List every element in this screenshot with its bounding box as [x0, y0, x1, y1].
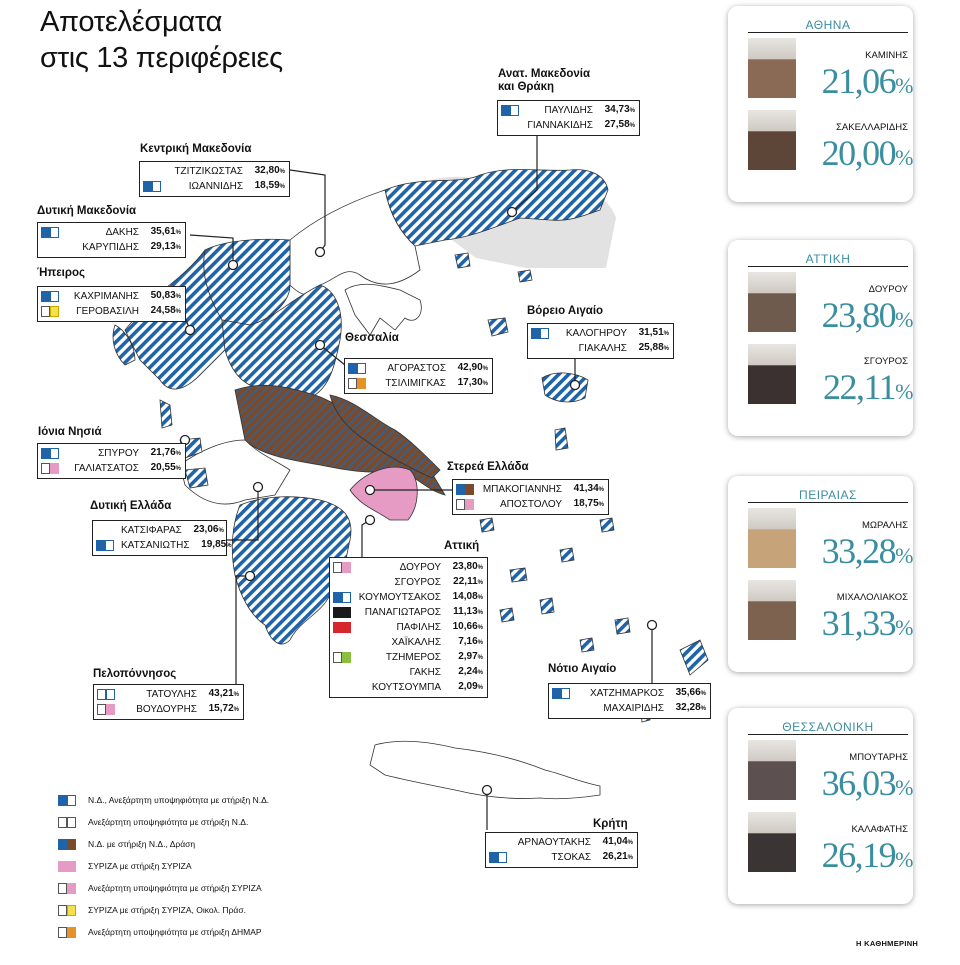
candidate-name: ΤΖΗΜΕΡΟΣ [385, 651, 441, 663]
party-icon-syriza_ind [333, 562, 353, 573]
city-candidate-percent: 36,03% [821, 763, 912, 803]
party-icon-none [552, 703, 572, 714]
candidate-percent: 23,80% [452, 561, 483, 572]
region-ion-2 [160, 400, 172, 428]
candidate-percent: 19,85% [201, 539, 232, 550]
party-icon-syriza_ind [41, 463, 61, 474]
city-candidate-name: ΔΟΥΡΟΥ [868, 284, 908, 295]
city-title: ΘΕΣΣΑΛΟΝΙΚΗ [782, 720, 874, 734]
candidate-row [41, 304, 181, 319]
marker-thes [316, 341, 325, 350]
legend-item [58, 833, 269, 855]
region-name-amth [498, 68, 590, 94]
candidate-percent: 24,58% [150, 305, 181, 316]
city-candidate-percent: 31,33% [821, 603, 912, 643]
candidate-name: ΤΣΟΚΑΣ [551, 851, 591, 863]
party-icon-nd [41, 448, 61, 459]
candidate-name: ΑΓΟΡΑΣΤΟΣ [387, 362, 446, 374]
results-ion [37, 443, 186, 479]
party-icon-nd_ind [97, 689, 117, 700]
candidate-name: ΓΑΛΙΑΤΣΑΤΟΣ [74, 462, 139, 474]
city-candidate-name: ΣΓΟΥΡΟΣ [863, 356, 908, 367]
results-krit [485, 832, 638, 868]
results-pel [93, 684, 244, 720]
candidate-row [97, 702, 239, 717]
candidate-name: ΔΟΥΡΟΥ [399, 561, 441, 573]
candidate-percent: 31,51% [638, 327, 669, 338]
candidate-name: ΑΡΝΑΟΥΤΑΚΗΣ [517, 836, 591, 848]
city-candidate-name: ΜΙΧΑΛΟΛΙΑΚΟΣ [836, 592, 908, 603]
candidate-row [333, 680, 483, 695]
candidate-photo [748, 580, 796, 640]
legend-item [58, 877, 269, 899]
candidate-row [552, 686, 706, 701]
region-naig-1 [480, 518, 494, 532]
region-samothraki [518, 270, 532, 282]
city-title: ΠΕΙΡΑΙΑΣ [799, 488, 857, 502]
party-icon-nd [501, 105, 521, 116]
candidate-row [333, 590, 483, 605]
legend-label: Ανεξάρτητη υποψηφιότητα με στήριξη ΣΥΡΙΖΑ [88, 883, 262, 893]
candidate-percent: 23,06% [193, 524, 224, 535]
candidate-row [348, 361, 488, 376]
candidate-row [333, 665, 483, 680]
party-icon-none [96, 525, 116, 536]
region-att [350, 467, 417, 520]
region-name-amth-line1: Ανατ. Μακεδονία [498, 68, 591, 80]
candidate-percent: 32,28% [675, 702, 706, 713]
region-name-kmak: Κεντρική Μακεδονία [140, 143, 252, 155]
candidate-row [348, 376, 488, 391]
candidate-percent: 20,55% [150, 462, 181, 473]
candidate-percent: 17,30% [457, 377, 488, 388]
city-candidate-percent: 26,19% [821, 835, 912, 875]
legend-item [58, 921, 269, 943]
party-icon-syriza_ind [456, 499, 476, 510]
region-thasos [455, 253, 470, 268]
candidate-name: ΚΑΧΡΙΜΑΝΗΣ [73, 290, 139, 302]
marker-vaig [571, 381, 580, 390]
party-icon-dimar [348, 378, 368, 389]
city-candidate-name: ΜΩΡΑΛΗΣ [861, 520, 908, 531]
party-icon-nd [531, 328, 551, 339]
candidate-percent: 34,73% [604, 104, 635, 115]
marker-ipir [186, 326, 195, 335]
candidate-name: ΔΑΚΗΣ [105, 226, 139, 238]
candidate-name: ΜΑΧΑΙΡΙΔΗΣ [603, 702, 664, 714]
results-dell [92, 520, 232, 556]
city-candidate-percent: 23,80% [821, 295, 912, 335]
candidate-percent: 50,83% [150, 290, 181, 301]
results-thes [344, 358, 493, 394]
region-naig-7 [615, 618, 630, 634]
region-vaig-limnos [488, 318, 508, 336]
party-icon-syriza_oik [41, 306, 61, 317]
legend [58, 789, 269, 943]
party-icon-none [143, 166, 163, 177]
candidate-percent: 21,76% [150, 447, 181, 458]
city-candidate-name: ΚΑΜΙΝΗΣ [865, 50, 908, 61]
candidate-row [552, 701, 706, 716]
city-candidate-name: ΜΠΟΥΤΑΡΗΣ [849, 752, 908, 763]
legend-label: Ανεξάρτητη υποψηφιότητα με στήριξη Ν.Δ. [88, 817, 249, 827]
region-name-amth-line2: και Θράκη [498, 81, 555, 93]
marker-dmak [229, 261, 238, 270]
candidate-name: ΓΙΑΚΑΛΗΣ [578, 342, 627, 354]
party-icon-red [333, 622, 353, 633]
legend-item [58, 899, 269, 921]
candidate-name: ΚΑΡΥΠΙΔΗΣ [82, 241, 139, 253]
candidate-row [333, 605, 483, 620]
party-icon-none [501, 120, 521, 131]
city-title: ΑΤΤΙΚΗ [805, 252, 851, 266]
candidate-row [531, 341, 669, 356]
region-naig-rhodes [680, 640, 708, 675]
candidate-percent: 27,58% [604, 119, 635, 130]
marker-dell [254, 483, 263, 492]
legend-item [58, 789, 269, 811]
candidate-row [333, 635, 483, 650]
leader-att [362, 520, 370, 560]
candidate-percent: 41,04% [602, 836, 633, 847]
region-naig-5 [560, 548, 574, 562]
candidate-name: ΚΑΤΣΙΦΑΡΑΣ [121, 524, 182, 536]
candidate-name: ΠΑΝΑΓΙΩΤΑΡΟΣ [364, 606, 441, 618]
party-icon-none [333, 667, 353, 678]
party-icon-none [531, 343, 551, 354]
candidate-name: ΓΙΑΝΝΑΚΙΔΗΣ [527, 119, 593, 131]
candidate-photo [748, 740, 796, 800]
candidate-row [41, 289, 181, 304]
candidate-percent: 18,75% [573, 498, 604, 509]
title-line-2: στις 13 περιφέρειες [40, 42, 283, 74]
candidate-percent: 43,21% [208, 688, 239, 699]
party-icon-black [333, 607, 353, 618]
city-candidate-percent: 20,00% [821, 133, 912, 173]
candidate-percent: 35,61% [150, 226, 181, 237]
candidate-percent: 15,72% [208, 703, 239, 714]
candidate-name: ΠΑΦΙΛΗΣ [396, 621, 441, 633]
legend-label: Ανεξάρτητη υποψηφιότητα με στήριξη ΔΗΜΑΡ [88, 927, 262, 937]
candidate-percent: 25,88% [638, 342, 669, 353]
candidate-photo [748, 508, 796, 568]
region-vaig-chios [555, 428, 568, 450]
party-icon-nd [333, 592, 353, 603]
candidate-photo [748, 812, 796, 872]
candidate-name: ΑΠΟΣΤΟΛΟΥ [500, 498, 562, 510]
candidate-name: ΒΟΥΔΟΥΡΗΣ [136, 703, 197, 715]
title-line-1: Αποτελέσματα [40, 6, 223, 38]
marker-pel [246, 572, 255, 581]
region-name-vaig: Βόρειο Αιγαίο [527, 305, 604, 317]
party-icon-nd [41, 291, 61, 302]
party-icon-dimar [58, 927, 78, 938]
party-icon-nd_drasi [58, 839, 78, 850]
candidate-percent: 2,24% [458, 666, 483, 677]
party-icon-syriza_ind [58, 883, 78, 894]
city-candidate-percent: 33,28% [821, 531, 912, 571]
region-name-dell: Δυτική Ελλάδα [90, 500, 172, 512]
city-card-attiki [728, 240, 913, 436]
results-stel [452, 479, 609, 515]
results-vaig [527, 323, 674, 359]
candidate-percent: 18,59% [254, 180, 285, 191]
city-card-athina [728, 6, 913, 202]
candidate-percent: 41,34% [573, 483, 604, 494]
region-name-att: Αττική [444, 540, 480, 552]
candidate-row [531, 326, 669, 341]
candidate-photo [748, 344, 796, 404]
candidate-photo [748, 272, 796, 332]
party-icon-none [333, 682, 353, 693]
candidate-percent: 10,66% [452, 621, 483, 632]
party-icon-nd [96, 540, 116, 551]
legend-label: ΣΥΡΙΖΑ με στήριξη ΣΥΡΙΖΑ, Οικολ. Πράσ. [88, 905, 246, 915]
marker-naig [648, 621, 657, 630]
candidate-photo [748, 110, 796, 170]
candidate-row [143, 179, 285, 194]
results-naig [548, 683, 711, 719]
party-icon-none [333, 577, 353, 588]
candidate-name: ΚΑΛΟΓΗΡΟΥ [565, 327, 627, 339]
candidate-row [501, 103, 635, 118]
city-title-rule [748, 32, 908, 33]
candidate-name: ΠΑΥΛΙΔΗΣ [544, 104, 593, 116]
city-title-rule [748, 734, 908, 735]
party-icon-nd [552, 688, 572, 699]
region-name-stel: Στερεά Ελλάδα [447, 461, 529, 473]
party-icon-syriza [58, 861, 78, 872]
candidate-percent: 2,09% [458, 681, 483, 692]
city-card-thessaloniki [728, 708, 913, 904]
legend-label: Ν.Δ. με στήριξη Ν.Δ., Δράση [88, 839, 196, 849]
results-att [329, 557, 488, 698]
city-title: ΑΘΗΝΑ [805, 18, 851, 32]
candidate-name: ΤΣΙΛΙΜΙΓΚΑΣ [385, 377, 446, 389]
candidate-row [333, 560, 483, 575]
party-icon-syriza_ind [97, 704, 117, 715]
region-name-ion: Ιόνια Νησιά [38, 426, 102, 438]
candidate-percent: 35,66% [675, 687, 706, 698]
candidate-row [456, 497, 604, 512]
candidate-row [41, 225, 181, 240]
marker-att [366, 516, 375, 525]
candidate-name: ΤΑΤΟΥΛΗΣ [146, 688, 197, 700]
candidate-name: ΜΠΑΚΟΓΙΑΝΝΗΣ [482, 483, 562, 495]
candidate-percent: 14,08% [452, 591, 483, 602]
candidate-percent: 22,11% [453, 576, 483, 587]
city-title-rule [748, 502, 908, 503]
party-icon-none [41, 242, 61, 253]
party-icon-nd [58, 795, 78, 806]
region-naig-2 [510, 568, 527, 582]
candidate-percent: 32,80% [254, 165, 285, 176]
candidate-percent: 7,16% [458, 636, 483, 647]
candidate-name: ΣΠΥΡΟΥ [98, 447, 139, 459]
legend-item [58, 811, 269, 833]
region-name-pel: Πελοπόννησος [93, 668, 177, 680]
candidate-row [41, 461, 181, 476]
candidate-row [143, 164, 285, 179]
candidate-row [501, 118, 635, 133]
candidate-row [333, 620, 483, 635]
candidate-percent: 2,97% [458, 651, 483, 662]
region-name-thes: Θεσσαλία [345, 332, 399, 344]
candidate-percent: 29,13% [150, 241, 181, 252]
candidate-name: ΤΖΙΤΖΙΚΩΣΤΑΣ [174, 165, 243, 177]
party-icon-green [333, 652, 353, 663]
region-name-naig: Νότιο Αιγαίο [548, 663, 617, 675]
candidate-row [96, 523, 222, 538]
party-icon-nd [143, 181, 163, 192]
candidate-name: ΚΟΥΜΟΥΤΣΑΚΟΣ [358, 591, 441, 603]
city-candidate-name: ΣΑΚΕΛΛΑΡΙΔΗΣ [836, 122, 908, 133]
party-icon-none [489, 837, 509, 848]
candidate-name: ΚΑΤΣΑΝΙΩΤΗΣ [121, 539, 190, 551]
region-name-ipir: Ήπειρος [37, 267, 85, 279]
legend-label: ΣΥΡΙΖΑ με στήριξη ΣΥΡΙΖΑ [88, 861, 192, 871]
candidate-row [489, 850, 633, 865]
region-naig-6 [600, 518, 614, 532]
candidate-row [96, 538, 232, 553]
region-naig-8 [580, 638, 594, 652]
candidate-row [333, 650, 483, 665]
source-credit: Η ΚΑΘΗΜΕΡΙΝΗ [856, 939, 919, 948]
results-ipir [37, 286, 186, 322]
city-candidate-percent: 22,11% [823, 367, 912, 407]
marker-krit [483, 786, 492, 795]
region-name-krit: Κρήτη [593, 818, 628, 830]
results-dmak [37, 222, 186, 258]
candidate-percent: 26,21% [602, 851, 633, 862]
candidate-name: ΣΓΟΥΡΟΣ [394, 576, 441, 588]
candidate-name: ΓΑΚΗΣ [409, 666, 441, 678]
region-vaig-lesvos [542, 373, 588, 402]
candidate-name: ΙΩΑΝΝΙΔΗΣ [188, 180, 243, 192]
candidate-percent: 42,90% [457, 362, 488, 373]
marker-amth [508, 208, 517, 217]
party-icon-syriza_oik [58, 905, 78, 916]
party-icon-none [333, 637, 353, 648]
city-title-rule [748, 266, 908, 267]
marker-kmak [316, 248, 325, 257]
candidate-percent: 11,13% [453, 606, 483, 617]
city-candidate-percent: 21,06% [821, 61, 912, 101]
candidate-photo [748, 38, 796, 98]
party-icon-nd [348, 363, 368, 374]
candidate-row [97, 687, 239, 702]
candidate-name: ΧΑΤΖΗΜΑΡΚΟΣ [589, 687, 664, 699]
region-name-dmak: Δυτική Μακεδονία [37, 205, 137, 217]
party-icon-nd [489, 852, 509, 863]
city-candidate-name: ΚΑΛΑΦΑΤΗΣ [851, 824, 908, 835]
region-naig-4 [500, 608, 514, 622]
results-amth [497, 100, 640, 136]
region-naig-3 [540, 598, 554, 614]
candidate-name: ΧΑΪΚΑΛΗΣ [391, 636, 441, 648]
region-chalkidiki [345, 284, 421, 335]
candidate-name: ΓΕΡΟΒΑΣΙΛΗ [76, 305, 139, 317]
candidate-row [333, 575, 483, 590]
legend-label: Ν.Δ., Ανεξάρτητη υποψηφιότητα με στήριξη Ν.Δ. [88, 795, 270, 805]
candidate-row [41, 240, 181, 255]
candidate-row [456, 482, 604, 497]
city-card-peiraias [728, 476, 913, 672]
party-icon-nd_drasi [456, 484, 476, 495]
party-icon-nd [41, 227, 61, 238]
results-kmak [139, 161, 290, 197]
legend-item [58, 855, 269, 877]
candidate-row [41, 446, 181, 461]
marker-stel [366, 486, 375, 495]
candidate-name: ΚΟΥΤΣΟΥΜΠΑ [371, 681, 441, 693]
candidate-row [489, 835, 633, 850]
party-icon-nd_ind [58, 817, 78, 828]
